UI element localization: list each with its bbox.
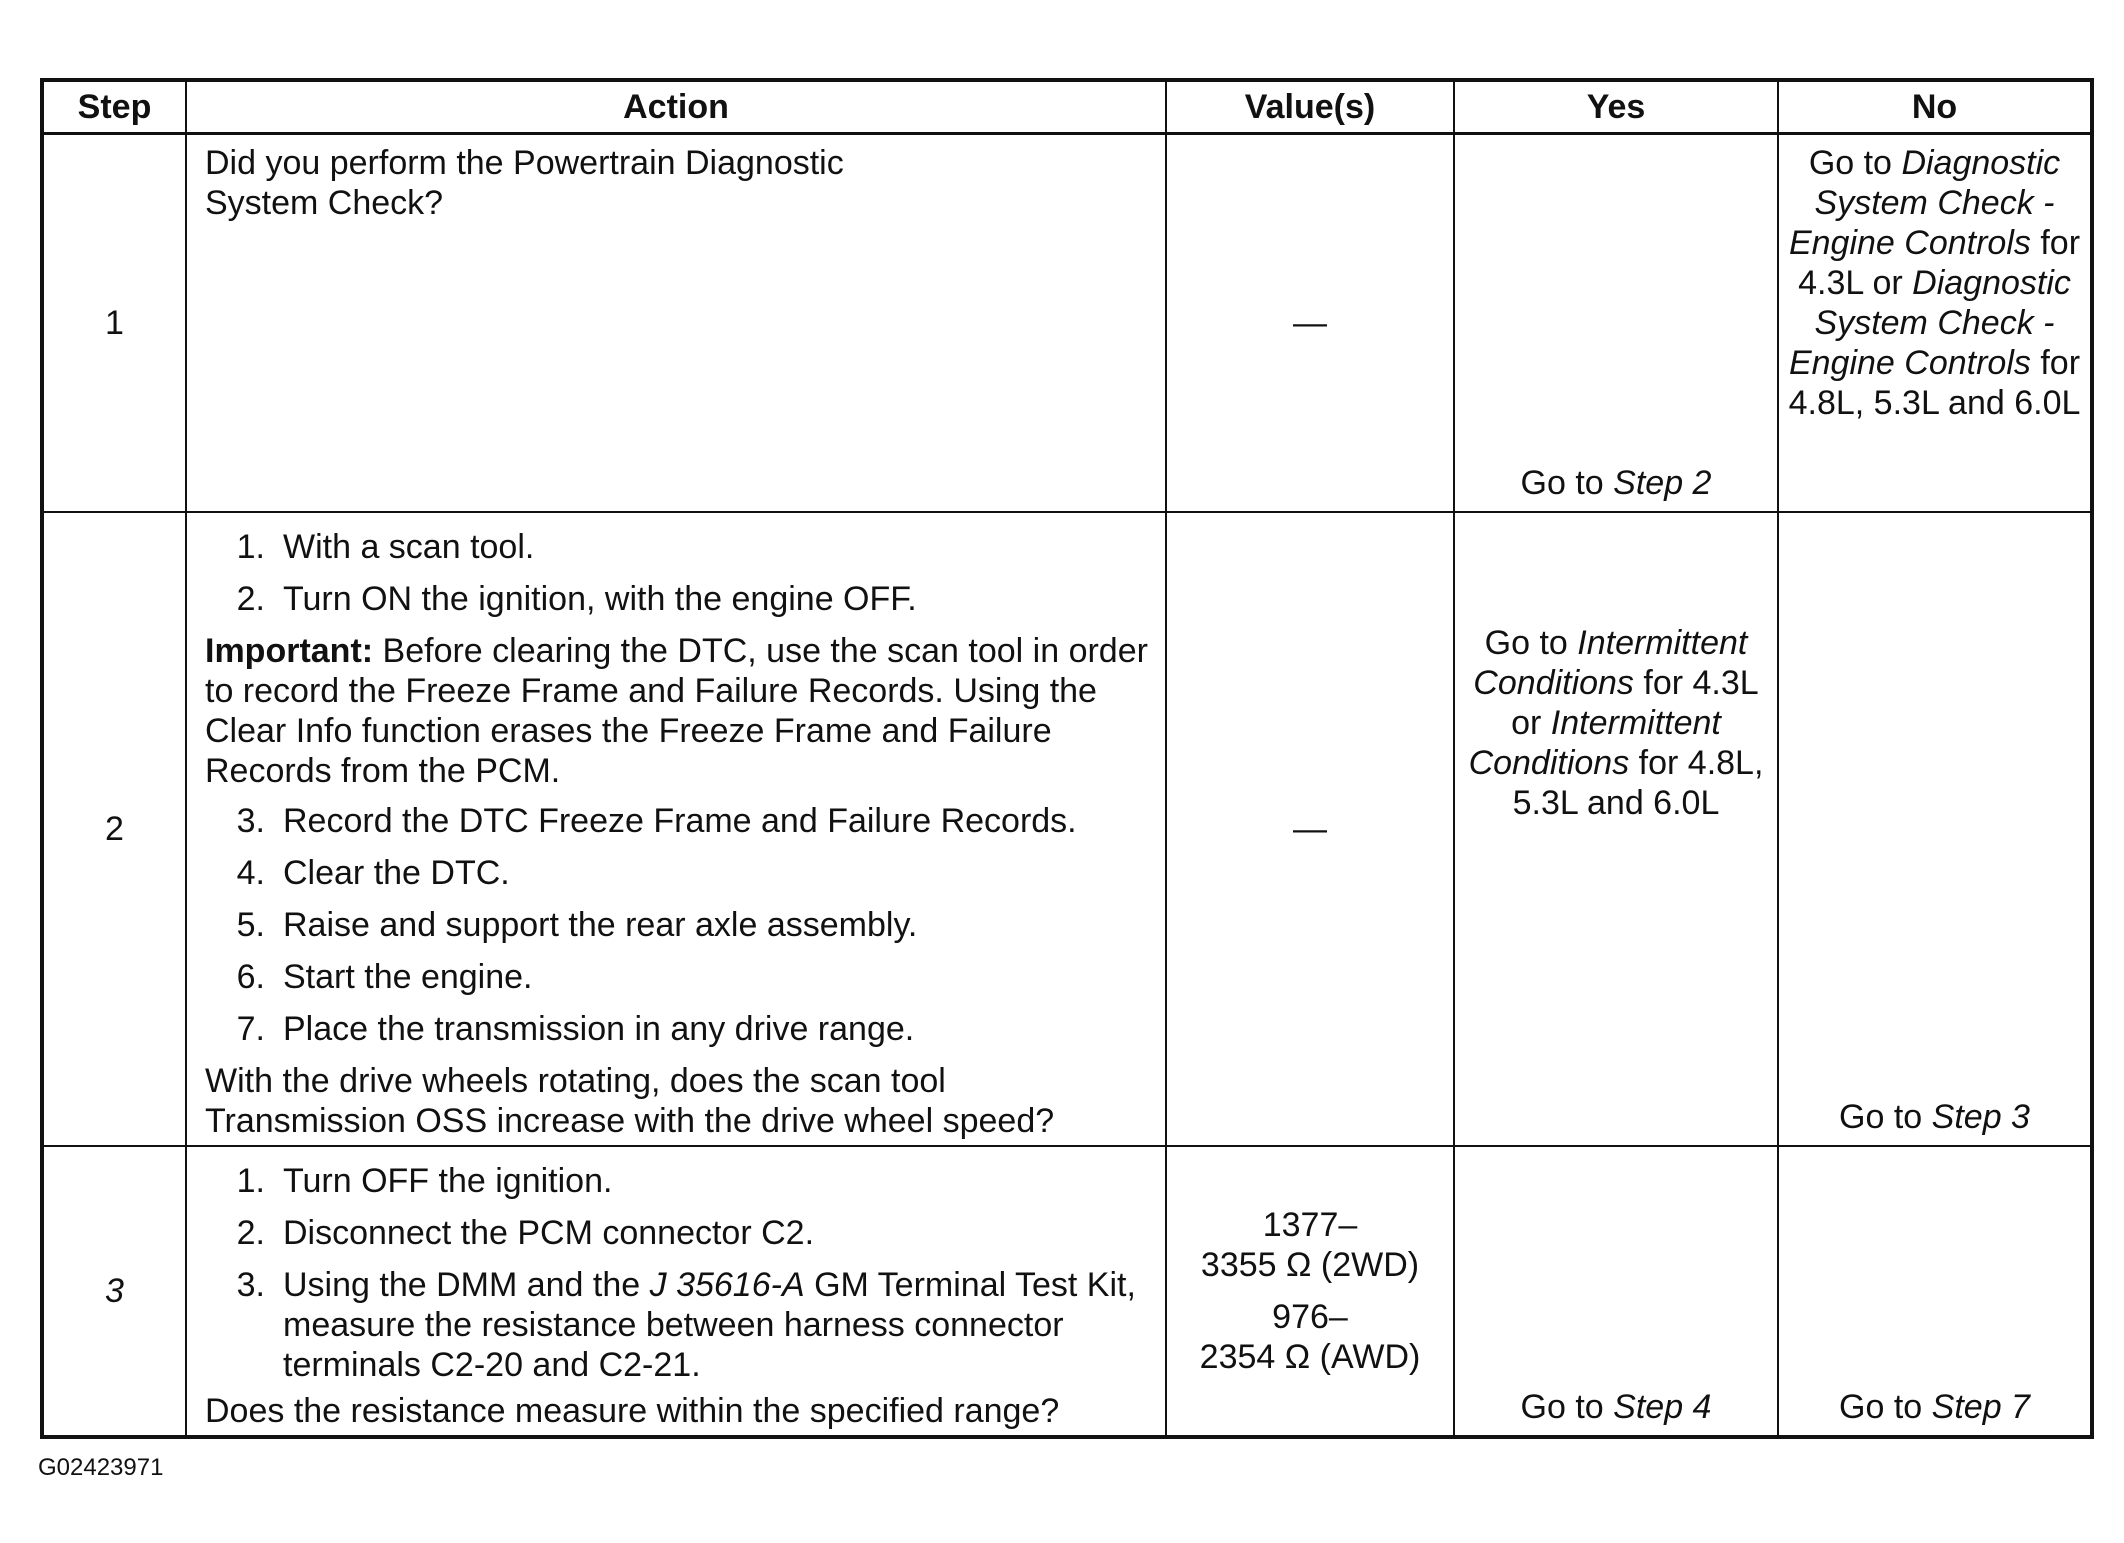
question-text: Does the resistance measure within the specified range? xyxy=(205,1391,1060,1430)
action-cell xyxy=(186,512,1166,1146)
value-dash: — xyxy=(1293,809,1327,848)
reference-link[interactable]: Intermittent Conditions xyxy=(1473,623,1748,702)
list-item: 1. With a scan tool. xyxy=(236,527,535,566)
step-number: 1 xyxy=(42,134,186,512)
list-item: 1. Turn OFF the ignition. xyxy=(236,1161,613,1200)
table-row xyxy=(42,1146,2092,1437)
no-cell xyxy=(1778,134,2092,512)
list-item: 4. Clear the DTC. xyxy=(236,853,510,892)
diagnostic-table xyxy=(40,78,2094,1439)
tool-reference: J 35616-A xyxy=(649,1265,805,1304)
action-text: Did you perform the Powertrain Diagnostic System Check? xyxy=(205,144,844,222)
step-number: 3 xyxy=(42,1146,186,1437)
list-item: 2. Disconnect the PCM connector C2. xyxy=(236,1213,815,1252)
list-item: 5. Raise and support the rear axle assembly. xyxy=(236,905,918,944)
yes-action: Go to Step 2 xyxy=(1520,463,1712,502)
header-step: Step xyxy=(42,80,186,134)
table-row xyxy=(42,134,2092,512)
step-link[interactable]: Step 3 xyxy=(1931,1097,2030,1136)
list-item: 2. Turn ON the ignition, with the engine OFF. xyxy=(236,579,917,618)
action-cell xyxy=(186,1146,1166,1437)
yes-cell xyxy=(1454,512,1778,1146)
value-cell xyxy=(1166,1146,1454,1437)
list-item: 3. Record the DTC Freeze Frame and Failure Records. xyxy=(236,801,1077,840)
header-yes: Yes xyxy=(1454,80,1778,134)
reference-link[interactable]: Diagnostic System Check - Engine Controls xyxy=(1788,264,2071,382)
figure-id: G02423971 xyxy=(38,1454,164,1481)
no-action: Go to Diagnostic System Check - Engine Controls for 4.3L or Diagnostic System Check - Engine Controls for 4.8L, 5.3L and 6.0L xyxy=(1788,144,2081,422)
list-item: 3. Using the DMM and the J 35616-A GM Terminal Test Kit, measure the resistance between harness connector terminals C2-20 and C2-21. xyxy=(236,1265,1136,1384)
step-link[interactable]: Step 4 xyxy=(1613,1387,1712,1426)
yes-action: Go to Intermittent Conditions for 4.3L or Intermittent Conditions for 4.8L, 5.3L and 6.0L xyxy=(1468,623,1764,822)
important-note: Important: Before clearing the DTC, use the scan tool in order to record the Freeze Frame and Failure Records. Using the Clear Info function erases the Freeze Frame and Failure Records from the PCM. xyxy=(205,631,1148,790)
step-number: 2 xyxy=(42,512,186,1146)
yes-cell xyxy=(1454,1146,1778,1437)
no-action: Go to Step 7 xyxy=(1839,1387,2030,1426)
header-no: No xyxy=(1778,80,2092,134)
value-cell xyxy=(1166,512,1454,1146)
list-item: 6. Start the engine. xyxy=(236,957,533,996)
value-dash: — xyxy=(1293,303,1327,342)
resistance-values: 1377– 3355 Ω (2WD) 976– 2354 Ω (AWD) xyxy=(1199,1205,1421,1376)
action-cell xyxy=(186,134,1166,512)
no-cell xyxy=(1778,1146,2092,1437)
value-cell xyxy=(1166,134,1454,512)
reference-link[interactable]: Intermittent Conditions xyxy=(1468,703,1721,782)
header-action: Action xyxy=(186,80,1166,134)
reference-link[interactable]: Diagnostic System Check - Engine Controls xyxy=(1788,144,2061,262)
header-values: Value(s) xyxy=(1166,80,1454,134)
procedure-list xyxy=(205,527,1149,619)
no-cell xyxy=(1778,512,2092,1146)
table-header-row xyxy=(42,80,2092,134)
yes-action: Go to Step 4 xyxy=(1520,1387,1712,1426)
list-item: 7. Place the transmission in any drive range. xyxy=(236,1009,915,1048)
step-link[interactable]: Step 2 xyxy=(1613,463,1712,502)
question-text: With the drive wheels rotating, does the scan tool Transmission OSS increase with the drive wheel speed? xyxy=(205,1061,1055,1140)
step-link[interactable]: Step 7 xyxy=(1931,1387,2030,1426)
procedure-list xyxy=(205,1161,1149,1385)
procedure-list xyxy=(205,801,1149,1049)
no-action: Go to Step 3 xyxy=(1839,1097,2030,1136)
table-row xyxy=(42,512,2092,1146)
yes-cell xyxy=(1454,134,1778,512)
